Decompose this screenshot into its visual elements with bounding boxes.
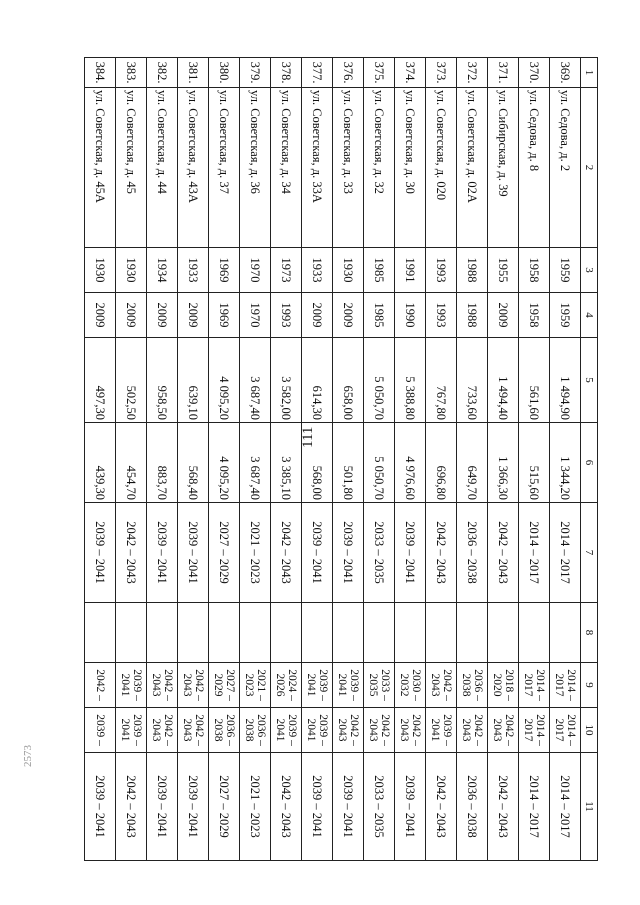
faint-mark: 2573 — [22, 745, 34, 767]
year-built-cell: 1969 — [209, 248, 240, 293]
table-sheet — [93, 57, 598, 860]
area-living-cell: 4 976,60 — [395, 423, 426, 503]
cell-line: 2043 — [429, 673, 441, 697]
empty-cell — [209, 603, 240, 663]
empty-cell — [271, 603, 302, 663]
row-number-cell: 384. — [85, 58, 116, 88]
cell-line: 2038 — [460, 673, 472, 697]
table-row — [116, 58, 147, 861]
cell-line: 2041 — [119, 718, 131, 742]
table-row — [364, 58, 395, 861]
row-number-cell: 380. — [209, 58, 240, 88]
period-split-cell — [426, 708, 457, 753]
cell-line: 2041 — [305, 673, 317, 697]
header-cell: 10 — [581, 708, 598, 753]
period-split-cell — [209, 663, 240, 708]
cell-line: 2036 – — [224, 714, 236, 746]
row-number-cell: 373. — [426, 58, 457, 88]
cell-line: 2039 – — [131, 714, 143, 746]
address-cell: ул. Советская, д. 44 — [147, 88, 178, 248]
cell-line: 2042 – — [94, 669, 106, 701]
cell-line: 2033 – — [379, 669, 391, 701]
row-number-cell: 379. — [240, 58, 271, 88]
page-number: 111 — [300, 426, 316, 448]
period-cell: 2021 – 2023 — [240, 753, 271, 861]
cell-line: 2026 — [274, 673, 286, 697]
area-total-cell: 3 687,40 — [240, 338, 271, 423]
period-cell: 2042 – 2043 — [116, 503, 147, 603]
year-built-cell: 1959 — [550, 248, 581, 293]
period-cell: 2033 – 2035 — [364, 753, 395, 861]
year-built-cell: 1991 — [395, 248, 426, 293]
header-cell: 3 — [581, 248, 598, 293]
period-cell: 2042 – 2043 — [426, 753, 457, 861]
cell-line: 2027 – — [224, 669, 236, 701]
cell-line: 2039 – — [94, 714, 106, 746]
cell-line: 2032 — [398, 673, 410, 697]
period-split-cell — [550, 663, 581, 708]
year-built-cell: 1930 — [85, 248, 116, 293]
table-row — [488, 58, 519, 861]
address-cell: ул. Седова, д. 2 — [550, 88, 581, 248]
area-living-cell: 515,60 — [519, 423, 550, 503]
row-number-cell: 374. — [395, 58, 426, 88]
table-row — [240, 58, 271, 861]
empty-cell — [364, 603, 395, 663]
table-row — [550, 58, 581, 861]
address-cell: ул. Седова, д. 8 — [519, 88, 550, 248]
cell-line: 2042 – — [162, 714, 174, 746]
period-cell: 2021 – 2023 — [240, 503, 271, 603]
period-split-cell — [240, 663, 271, 708]
area-total-cell: 614,30 — [302, 338, 333, 423]
area-total-cell: 5 388,80 — [395, 338, 426, 423]
area-total-cell: 1 494,90 — [550, 338, 581, 423]
cell-line: 2023 — [243, 673, 255, 697]
period-cell: 2042 – 2043 — [271, 753, 302, 861]
area-living-cell: 5 050,70 — [364, 423, 395, 503]
year-built-cell: 1958 — [519, 248, 550, 293]
address-cell: ул. Советская, д. 36 — [240, 88, 271, 248]
area-total-cell: 767,80 — [426, 338, 457, 423]
cell-line: 2042 – — [441, 669, 453, 701]
table-row — [426, 58, 457, 861]
area-total-cell: 497,30 — [85, 338, 116, 423]
header-cell: 7 — [581, 503, 598, 603]
period-cell: 2027 – 2029 — [209, 753, 240, 861]
area-total-cell: 658,00 — [333, 338, 364, 423]
area-total-cell: 3 582,00 — [271, 338, 302, 423]
area-living-cell: 454,70 — [116, 423, 147, 503]
area-total-cell: 561,60 — [519, 338, 550, 423]
cell-line: 2039 – — [286, 714, 298, 746]
address-cell: ул. Сибирская, д. 39 — [488, 88, 519, 248]
year-cell: 2009 — [302, 293, 333, 338]
cell-line: 2038 — [243, 718, 255, 742]
table-row — [209, 58, 240, 861]
period-cell: 2039 – 2041 — [395, 503, 426, 603]
year-cell: 1990 — [395, 293, 426, 338]
year-cell: 2009 — [85, 293, 116, 338]
cell-line: 2043 — [181, 718, 193, 742]
year-built-cell: 1930 — [333, 248, 364, 293]
area-living-cell: 883,70 — [147, 423, 178, 503]
cell-line: 2029 — [212, 673, 224, 697]
year-cell: 2009 — [333, 293, 364, 338]
address-cell: ул. Советская, д. 43А — [178, 88, 209, 248]
cell-line: 2014 – — [534, 669, 546, 701]
period-split-cell — [457, 708, 488, 753]
row-number-cell: 372. — [457, 58, 488, 88]
empty-cell — [240, 603, 271, 663]
header-cell: 1 — [581, 58, 598, 88]
period-split-cell — [147, 663, 178, 708]
empty-cell — [457, 603, 488, 663]
cell-line: 2042 – — [162, 669, 174, 701]
table-row — [147, 58, 178, 861]
header-cell: 4 — [581, 293, 598, 338]
cell-line: 2017 — [553, 718, 565, 742]
period-cell: 2036 – 2038 — [457, 753, 488, 861]
period-cell: 2039 – 2041 — [333, 503, 364, 603]
cell-line: 2042 – — [410, 714, 422, 746]
area-living-cell: 1 366,30 — [488, 423, 519, 503]
cell-line: 2043 — [150, 718, 162, 742]
empty-cell — [302, 603, 333, 663]
header-cell: 5 — [581, 338, 598, 423]
year-built-cell: 1934 — [147, 248, 178, 293]
address-cell: ул. Советская, д. 45 — [116, 88, 147, 248]
cell-line: 2043 — [181, 673, 193, 697]
cell-line: 2014 – — [534, 714, 546, 746]
period-split-cell — [116, 708, 147, 753]
cell-line: 2041 — [336, 673, 348, 697]
year-built-cell: 1933 — [178, 248, 209, 293]
year-cell: 2009 — [147, 293, 178, 338]
period-split-cell — [240, 708, 271, 753]
cell-line: 2043 — [491, 718, 503, 742]
area-total-cell: 1 494,40 — [488, 338, 519, 423]
header-cell: 8 — [581, 603, 598, 663]
empty-cell — [147, 603, 178, 663]
cell-line: 2039 – — [348, 669, 360, 701]
cell-line: 2041 — [429, 718, 441, 742]
cell-line: 2042 – — [193, 714, 205, 746]
area-living-cell: 3 687,40 — [240, 423, 271, 503]
period-split-cell — [395, 663, 426, 708]
period-split-cell — [364, 708, 395, 753]
period-cell: 2039 – 2041 — [302, 503, 333, 603]
period-cell: 2039 – 2041 — [178, 753, 209, 861]
year-built-cell: 1933 — [302, 248, 333, 293]
period-cell: 2036 – 2038 — [457, 503, 488, 603]
year-cell: 1988 — [457, 293, 488, 338]
table-row — [519, 58, 550, 861]
empty-cell — [116, 603, 147, 663]
year-cell: 2009 — [116, 293, 147, 338]
table-row — [178, 58, 209, 861]
address-cell: ул. Советская, д. 45А — [85, 88, 116, 248]
empty-cell — [550, 603, 581, 663]
table-row — [85, 58, 116, 861]
header-cell: 9 — [581, 663, 598, 708]
period-cell: 2042 – 2043 — [116, 753, 147, 861]
cell-line: 2014 – — [565, 669, 577, 701]
cell-line: 2043 — [336, 718, 348, 742]
cell-line: 2038 — [212, 718, 224, 742]
area-living-cell: 568,00 — [302, 423, 333, 503]
address-cell: ул. Советская, д. 33А — [302, 88, 333, 248]
address-cell: ул. Советская, д. 30 — [395, 88, 426, 248]
row-number-cell: 382. — [147, 58, 178, 88]
period-cell: 2039 – 2041 — [178, 503, 209, 603]
cell-line: 2018 – — [503, 669, 515, 701]
year-built-cell: 1993 — [426, 248, 457, 293]
cell-line: 2043 — [150, 673, 162, 697]
year-built-cell: 1955 — [488, 248, 519, 293]
period-split-cell — [395, 708, 426, 753]
empty-cell — [488, 603, 519, 663]
empty-cell — [519, 603, 550, 663]
period-split-cell — [85, 663, 116, 708]
year-built-cell: 1970 — [240, 248, 271, 293]
address-cell: ул. Советская, д. 32 — [364, 88, 395, 248]
year-cell: 2009 — [488, 293, 519, 338]
header-cell: 2 — [581, 88, 598, 248]
address-cell: ул. Советская, д. 020 — [426, 88, 457, 248]
cell-line: 2036 – — [255, 714, 267, 746]
year-built-cell: 1985 — [364, 248, 395, 293]
period-split-cell — [209, 708, 240, 753]
year-cell: 1969 — [209, 293, 240, 338]
period-cell: 2027 – 2029 — [209, 503, 240, 603]
table-body — [85, 58, 581, 861]
year-cell: 1985 — [364, 293, 395, 338]
row-number-cell: 375. — [364, 58, 395, 88]
year-cell: 1970 — [240, 293, 271, 338]
period-split-cell — [488, 708, 519, 753]
period-split-cell — [333, 663, 364, 708]
period-split-cell — [550, 708, 581, 753]
empty-cell — [178, 603, 209, 663]
header-cell: 11 — [581, 753, 598, 861]
year-built-cell: 1973 — [271, 248, 302, 293]
cell-line: 2042 – — [503, 714, 515, 746]
address-cell: ул. Советская, д. 37 — [209, 88, 240, 248]
address-cell: ул. Советская, д. 34 — [271, 88, 302, 248]
cell-line: 2020 — [491, 673, 503, 697]
cell-line: 2039 – — [131, 669, 143, 701]
year-cell: 1993 — [271, 293, 302, 338]
area-total-cell: 958,50 — [147, 338, 178, 423]
area-total-cell: 733,60 — [457, 338, 488, 423]
cell-line: 2042 – — [348, 714, 360, 746]
cell-line: 2041 — [119, 673, 131, 697]
header-row — [581, 58, 598, 861]
cell-line: 2041 — [305, 718, 317, 742]
period-cell: 2039 – 2041 — [333, 753, 364, 861]
period-split-cell — [519, 708, 550, 753]
period-split-cell — [302, 708, 333, 753]
area-living-cell: 1 344,20 — [550, 423, 581, 503]
area-living-cell: 501,80 — [333, 423, 364, 503]
period-split-cell — [364, 663, 395, 708]
table-row — [302, 58, 333, 861]
cell-line: 2017 — [522, 673, 534, 697]
year-cell: 2009 — [178, 293, 209, 338]
empty-cell — [395, 603, 426, 663]
table-row — [457, 58, 488, 861]
cell-line: 2041 — [274, 718, 286, 742]
cell-line: 2036 – — [472, 669, 484, 701]
area-living-cell: 568,40 — [178, 423, 209, 503]
period-cell: 2014 – 2017 — [519, 753, 550, 861]
period-cell: 2039 – 2041 — [85, 503, 116, 603]
cell-line: 2021 – — [255, 669, 267, 701]
year-cell: 1993 — [426, 293, 457, 338]
year-built-cell: 1930 — [116, 248, 147, 293]
period-split-cell — [178, 663, 209, 708]
period-split-cell — [178, 708, 209, 753]
empty-cell — [333, 603, 364, 663]
area-living-cell: 4 095,20 — [209, 423, 240, 503]
row-number-cell: 376. — [333, 58, 364, 88]
row-number-cell: 370. — [519, 58, 550, 88]
area-total-cell: 502,50 — [116, 338, 147, 423]
header-cell: 6 — [581, 423, 598, 503]
period-split-cell — [426, 663, 457, 708]
cell-line: 2042 – — [472, 714, 484, 746]
period-cell: 2042 – 2043 — [426, 503, 457, 603]
period-cell: 2014 – 2017 — [550, 753, 581, 861]
cell-line: 2030 – — [410, 669, 422, 701]
year-cell: 1958 — [519, 293, 550, 338]
cell-line: 2039 – — [441, 714, 453, 746]
area-total-cell: 5 050,70 — [364, 338, 395, 423]
row-number-cell: 381. — [178, 58, 209, 88]
period-split-cell — [488, 663, 519, 708]
area-living-cell: 439,30 — [85, 423, 116, 503]
period-split-cell — [457, 663, 488, 708]
period-cell: 2039 – 2041 — [302, 753, 333, 861]
period-split-cell — [333, 708, 364, 753]
empty-cell — [426, 603, 457, 663]
year-built-cell: 1988 — [457, 248, 488, 293]
table-row — [271, 58, 302, 861]
table-row — [333, 58, 364, 861]
area-living-cell: 696,80 — [426, 423, 457, 503]
period-cell: 2014 – 2017 — [550, 503, 581, 603]
empty-cell — [85, 603, 116, 663]
period-cell: 2039 – 2041 — [147, 753, 178, 861]
period-cell: 2039 – 2041 — [395, 753, 426, 861]
period-split-cell — [302, 663, 333, 708]
cell-line: 2042 – — [379, 714, 391, 746]
area-living-cell: 3 385,10 — [271, 423, 302, 503]
period-cell: 2039 – 2041 — [85, 753, 116, 861]
cell-line: 2043 — [367, 718, 379, 742]
period-cell: 2039 – 2041 — [147, 503, 178, 603]
period-split-cell — [519, 663, 550, 708]
address-cell: ул. Советская, д. 02А — [457, 88, 488, 248]
period-split-cell — [116, 663, 147, 708]
period-cell: 2042 – 2043 — [488, 753, 519, 861]
table-row — [395, 58, 426, 861]
period-split-cell — [271, 663, 302, 708]
period-split-cell — [85, 708, 116, 753]
area-total-cell: 639,10 — [178, 338, 209, 423]
period-split-cell — [271, 708, 302, 753]
period-split-cell — [147, 708, 178, 753]
cell-line: 2039 – — [317, 714, 329, 746]
row-number-cell: 369. — [550, 58, 581, 88]
cell-line: 2014 – — [565, 714, 577, 746]
address-cell: ул. Советская, д. 33 — [333, 88, 364, 248]
row-number-cell: 377. — [302, 58, 333, 88]
cell-line: 2043 — [398, 718, 410, 742]
schedule-table — [84, 57, 598, 861]
cell-line: 2017 — [522, 718, 534, 742]
row-number-cell: 383. — [116, 58, 147, 88]
period-cell: 2042 – 2043 — [271, 503, 302, 603]
period-cell: 2033 – 2035 — [364, 503, 395, 603]
cell-line: 2042 – — [193, 669, 205, 701]
period-cell: 2042 – 2043 — [488, 503, 519, 603]
row-number-cell: 371. — [488, 58, 519, 88]
area-total-cell: 4 095,20 — [209, 338, 240, 423]
area-living-cell: 649,70 — [457, 423, 488, 503]
cell-line: 2039 – — [317, 669, 329, 701]
row-number-cell: 378. — [271, 58, 302, 88]
cell-line: 2024 – — [286, 669, 298, 701]
cell-line: 2043 — [460, 718, 472, 742]
cell-line: 2035 — [367, 673, 379, 697]
year-cell: 1959 — [550, 293, 581, 338]
period-cell: 2014 – 2017 — [519, 503, 550, 603]
cell-line: 2017 — [553, 673, 565, 697]
